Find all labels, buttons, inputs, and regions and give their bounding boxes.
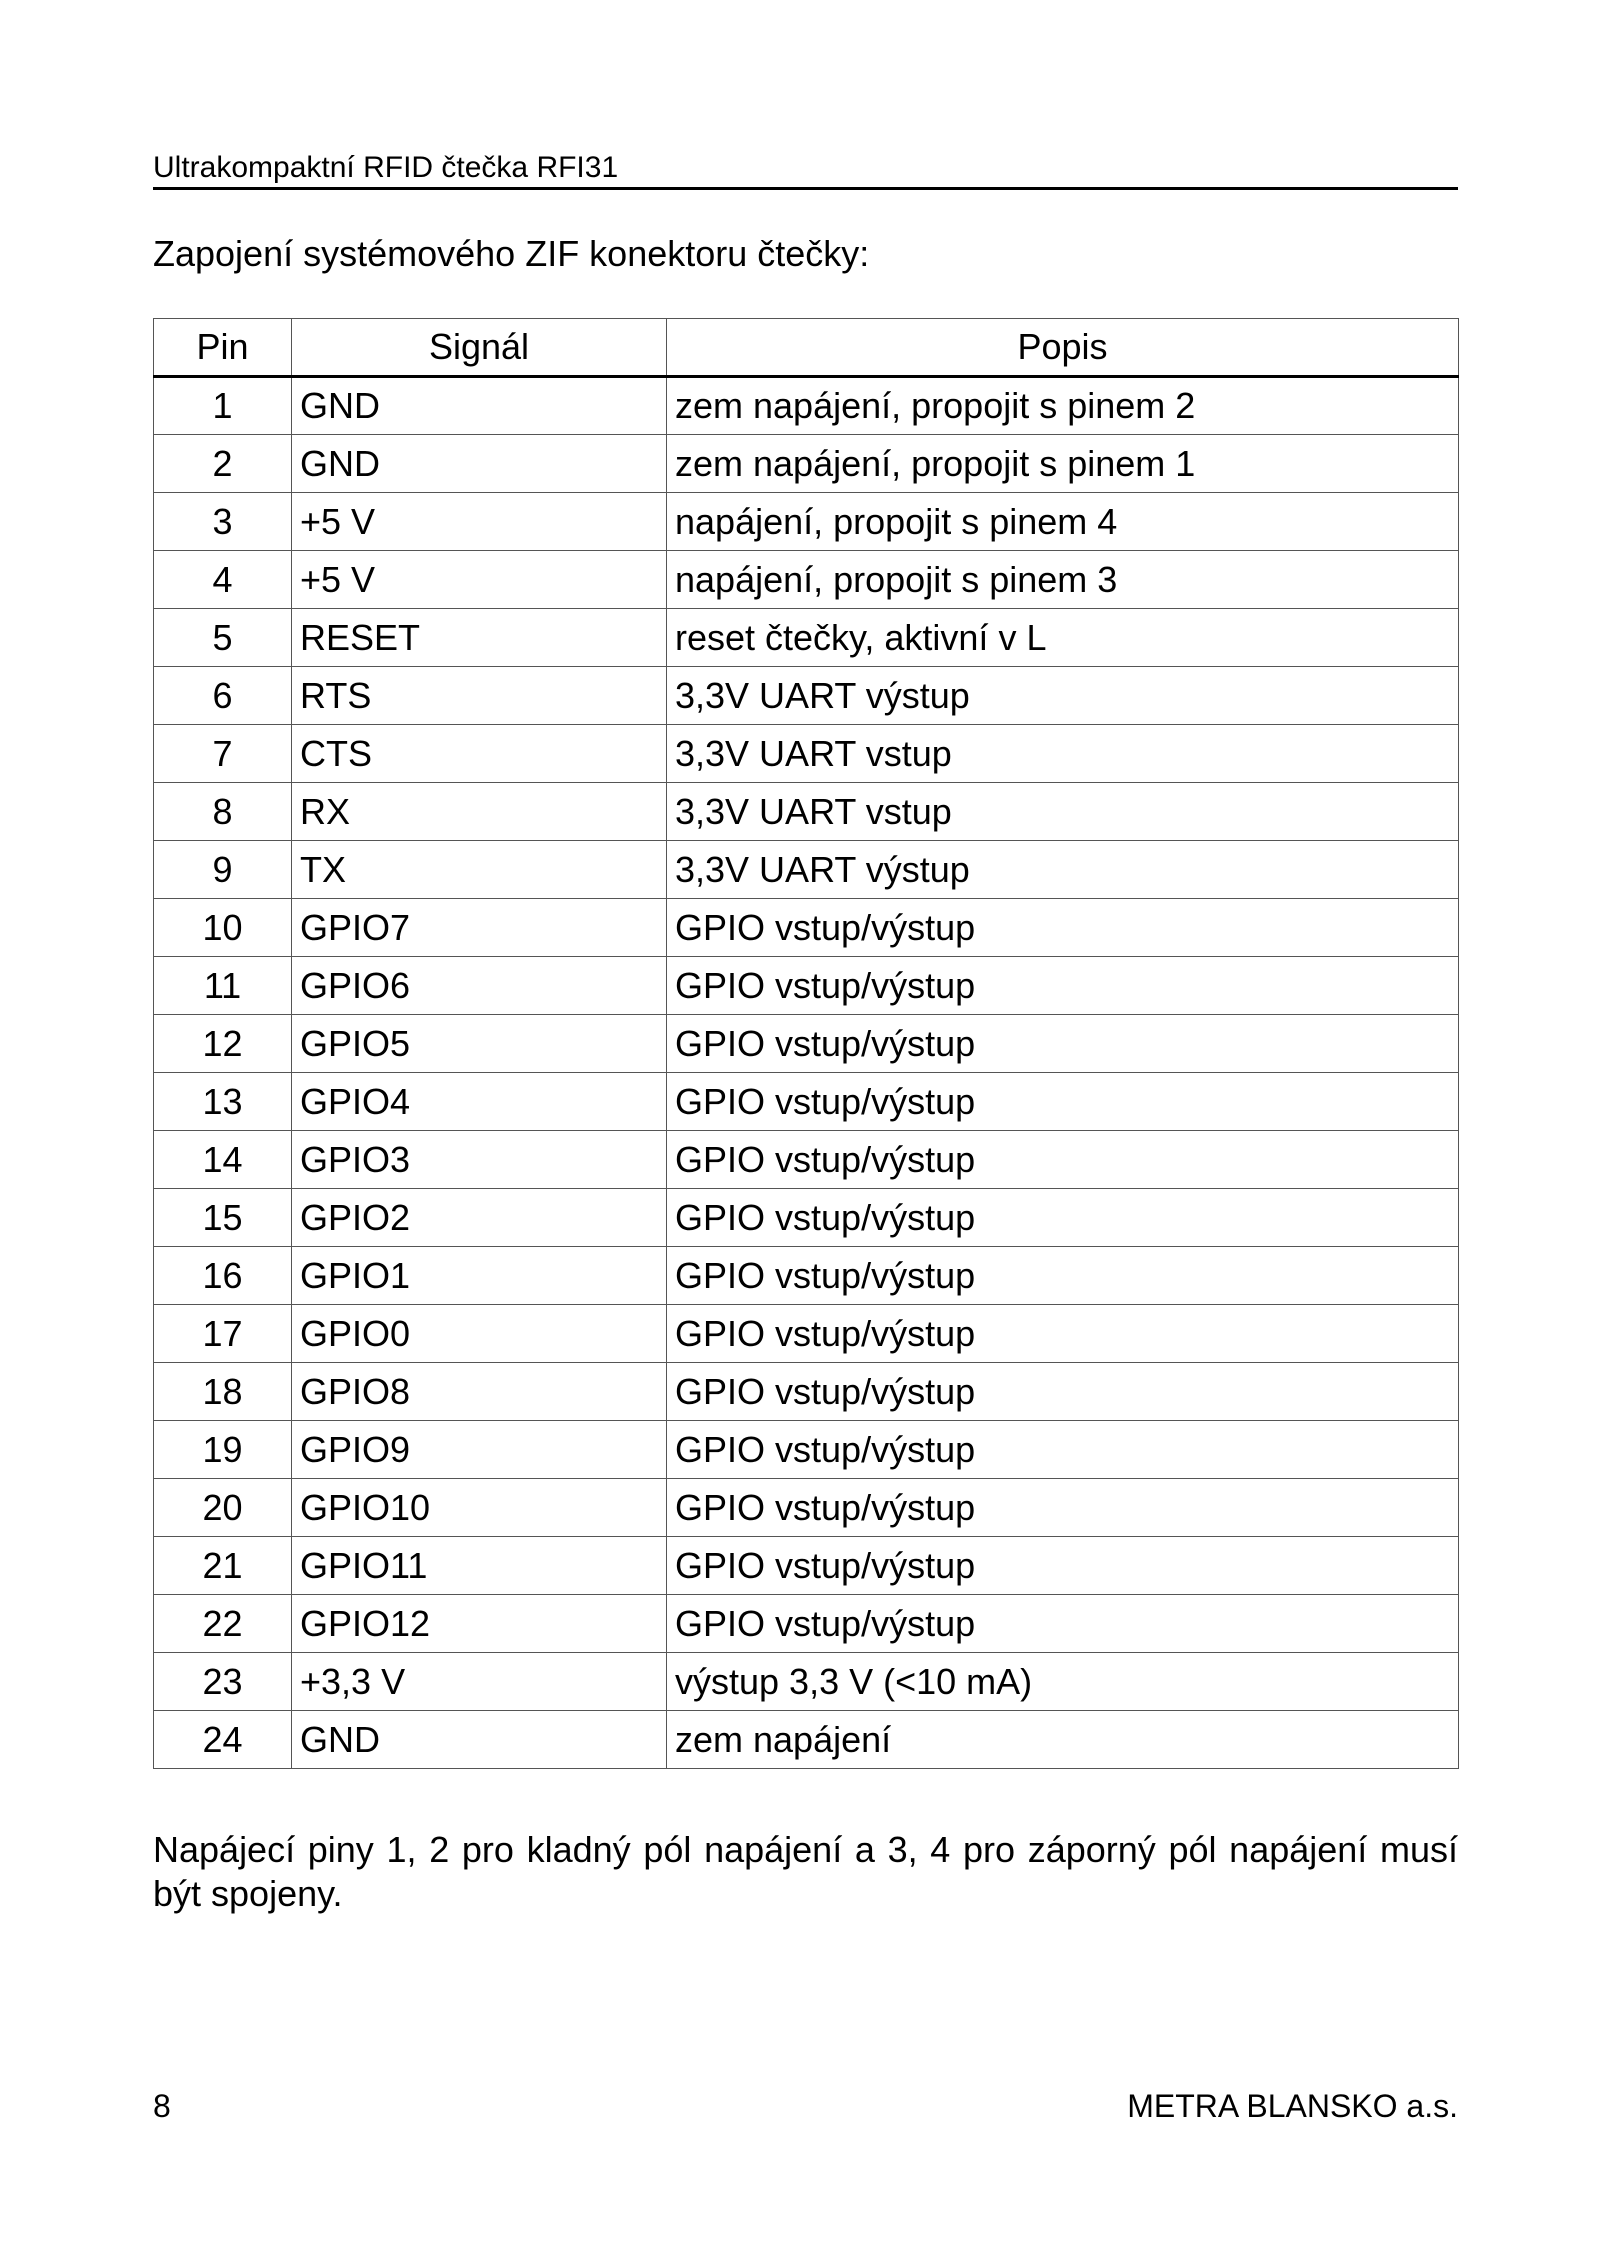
pin-cell: 24 xyxy=(154,1711,292,1769)
signal-cell: GPIO3 xyxy=(292,1131,667,1189)
pin-table xyxy=(153,318,1459,1769)
pin-cell: 16 xyxy=(154,1247,292,1305)
description-cell: GPIO vstup/výstup xyxy=(667,1363,1459,1421)
table-header-row xyxy=(154,319,1459,377)
pin-cell: 21 xyxy=(154,1537,292,1595)
signal-cell: GPIO9 xyxy=(292,1421,667,1479)
header-title: Ultrakompaktní RFID čtečka RFI31 xyxy=(153,151,619,184)
signal-cell: +5 V xyxy=(292,493,667,551)
pin-cell: 19 xyxy=(154,1421,292,1479)
table-row xyxy=(154,1131,1459,1189)
pin-cell: 8 xyxy=(154,783,292,841)
pin-cell: 7 xyxy=(154,725,292,783)
signal-cell: TX xyxy=(292,841,667,899)
description-cell: GPIO vstup/výstup xyxy=(667,1479,1459,1537)
signal-cell: GND xyxy=(292,377,667,435)
description-cell: GPIO vstup/výstup xyxy=(667,957,1459,1015)
description-cell: GPIO vstup/výstup xyxy=(667,1131,1459,1189)
table-row xyxy=(154,1537,1459,1595)
description-cell: 3,3V UART výstup xyxy=(667,667,1459,725)
column-header-pin: Pin xyxy=(154,319,292,377)
signal-cell: +3,3 V xyxy=(292,1653,667,1711)
signal-cell: RX xyxy=(292,783,667,841)
table-body xyxy=(154,377,1459,1769)
description-cell: GPIO vstup/výstup xyxy=(667,1305,1459,1363)
description-cell: GPIO vstup/výstup xyxy=(667,1247,1459,1305)
description-cell: zem napájení, propojit s pinem 2 xyxy=(667,377,1459,435)
table-row xyxy=(154,1247,1459,1305)
power-pins-note: Napájecí piny 1, 2 pro kladný pól napájení a 3, 4 pro záporný pól napájení musí být spojeny. xyxy=(153,1829,1458,1914)
pin-cell: 23 xyxy=(154,1653,292,1711)
signal-cell: RESET xyxy=(292,609,667,667)
signal-cell: GND xyxy=(292,1711,667,1769)
table-row xyxy=(154,609,1459,667)
signal-cell: RTS xyxy=(292,667,667,725)
pin-cell: 3 xyxy=(154,493,292,551)
table-row xyxy=(154,1305,1459,1363)
table-row xyxy=(154,725,1459,783)
table-row xyxy=(154,899,1459,957)
table-row xyxy=(154,551,1459,609)
pin-cell: 20 xyxy=(154,1479,292,1537)
description-cell: GPIO vstup/výstup xyxy=(667,899,1459,957)
table-row xyxy=(154,1653,1459,1711)
description-cell: 3,3V UART vstup xyxy=(667,725,1459,783)
description-cell: výstup 3,3 V (<10 mA) xyxy=(667,1653,1459,1711)
pin-cell: 12 xyxy=(154,1015,292,1073)
description-cell: GPIO vstup/výstup xyxy=(667,1595,1459,1653)
signal-cell: GPIO6 xyxy=(292,957,667,1015)
description-cell: reset čtečky, aktivní v L xyxy=(667,609,1459,667)
pin-cell: 4 xyxy=(154,551,292,609)
description-cell: GPIO vstup/výstup xyxy=(667,1189,1459,1247)
description-cell: GPIO vstup/výstup xyxy=(667,1421,1459,1479)
signal-cell: GPIO2 xyxy=(292,1189,667,1247)
signal-cell: GPIO11 xyxy=(292,1537,667,1595)
pin-cell: 2 xyxy=(154,435,292,493)
table-row xyxy=(154,493,1459,551)
table-row xyxy=(154,667,1459,725)
description-cell: napájení, propojit s pinem 3 xyxy=(667,551,1459,609)
pin-cell: 6 xyxy=(154,667,292,725)
pin-cell: 17 xyxy=(154,1305,292,1363)
pin-cell: 9 xyxy=(154,841,292,899)
signal-cell: GPIO5 xyxy=(292,1015,667,1073)
description-cell: zem napájení xyxy=(667,1711,1459,1769)
pin-cell: 15 xyxy=(154,1189,292,1247)
signal-cell: GPIO7 xyxy=(292,899,667,957)
signal-cell: GPIO8 xyxy=(292,1363,667,1421)
description-cell: GPIO vstup/výstup xyxy=(667,1073,1459,1131)
pin-cell: 5 xyxy=(154,609,292,667)
table-row xyxy=(154,1421,1459,1479)
description-cell: 3,3V UART vstup xyxy=(667,783,1459,841)
pin-cell: 13 xyxy=(154,1073,292,1131)
description-cell: 3,3V UART výstup xyxy=(667,841,1459,899)
table-row xyxy=(154,957,1459,1015)
signal-cell: GPIO0 xyxy=(292,1305,667,1363)
description-cell: zem napájení, propojit s pinem 1 xyxy=(667,435,1459,493)
pin-cell: 22 xyxy=(154,1595,292,1653)
table-row xyxy=(154,783,1459,841)
page-header xyxy=(153,152,1458,190)
pin-cell: 14 xyxy=(154,1131,292,1189)
column-header-signal: Signál xyxy=(292,319,667,377)
signal-cell: GPIO4 xyxy=(292,1073,667,1131)
pin-cell: 18 xyxy=(154,1363,292,1421)
page-number: 8 xyxy=(153,2088,171,2124)
table-row xyxy=(154,1479,1459,1537)
signal-cell: GPIO10 xyxy=(292,1479,667,1537)
signal-cell: GPIO1 xyxy=(292,1247,667,1305)
signal-cell: GND xyxy=(292,435,667,493)
pin-cell: 1 xyxy=(154,377,292,435)
footer-company: METRA BLANSKO a.s. xyxy=(1127,2088,1458,2124)
table-row xyxy=(154,1711,1459,1769)
section-heading: Zapojení systémového ZIF konektoru čtečky: xyxy=(153,233,870,274)
signal-cell: +5 V xyxy=(292,551,667,609)
table-row xyxy=(154,1363,1459,1421)
pin-cell: 10 xyxy=(154,899,292,957)
table-row xyxy=(154,1015,1459,1073)
table-row xyxy=(154,1073,1459,1131)
table-row xyxy=(154,841,1459,899)
description-cell: GPIO vstup/výstup xyxy=(667,1537,1459,1595)
description-cell: GPIO vstup/výstup xyxy=(667,1015,1459,1073)
signal-cell: CTS xyxy=(292,725,667,783)
signal-cell: GPIO12 xyxy=(292,1595,667,1653)
column-header-description: Popis xyxy=(667,319,1459,377)
table-row xyxy=(154,1595,1459,1653)
table-row xyxy=(154,435,1459,493)
table-row xyxy=(154,1189,1459,1247)
table-row xyxy=(154,377,1459,435)
description-cell: napájení, propojit s pinem 4 xyxy=(667,493,1459,551)
pin-cell: 11 xyxy=(154,957,292,1015)
